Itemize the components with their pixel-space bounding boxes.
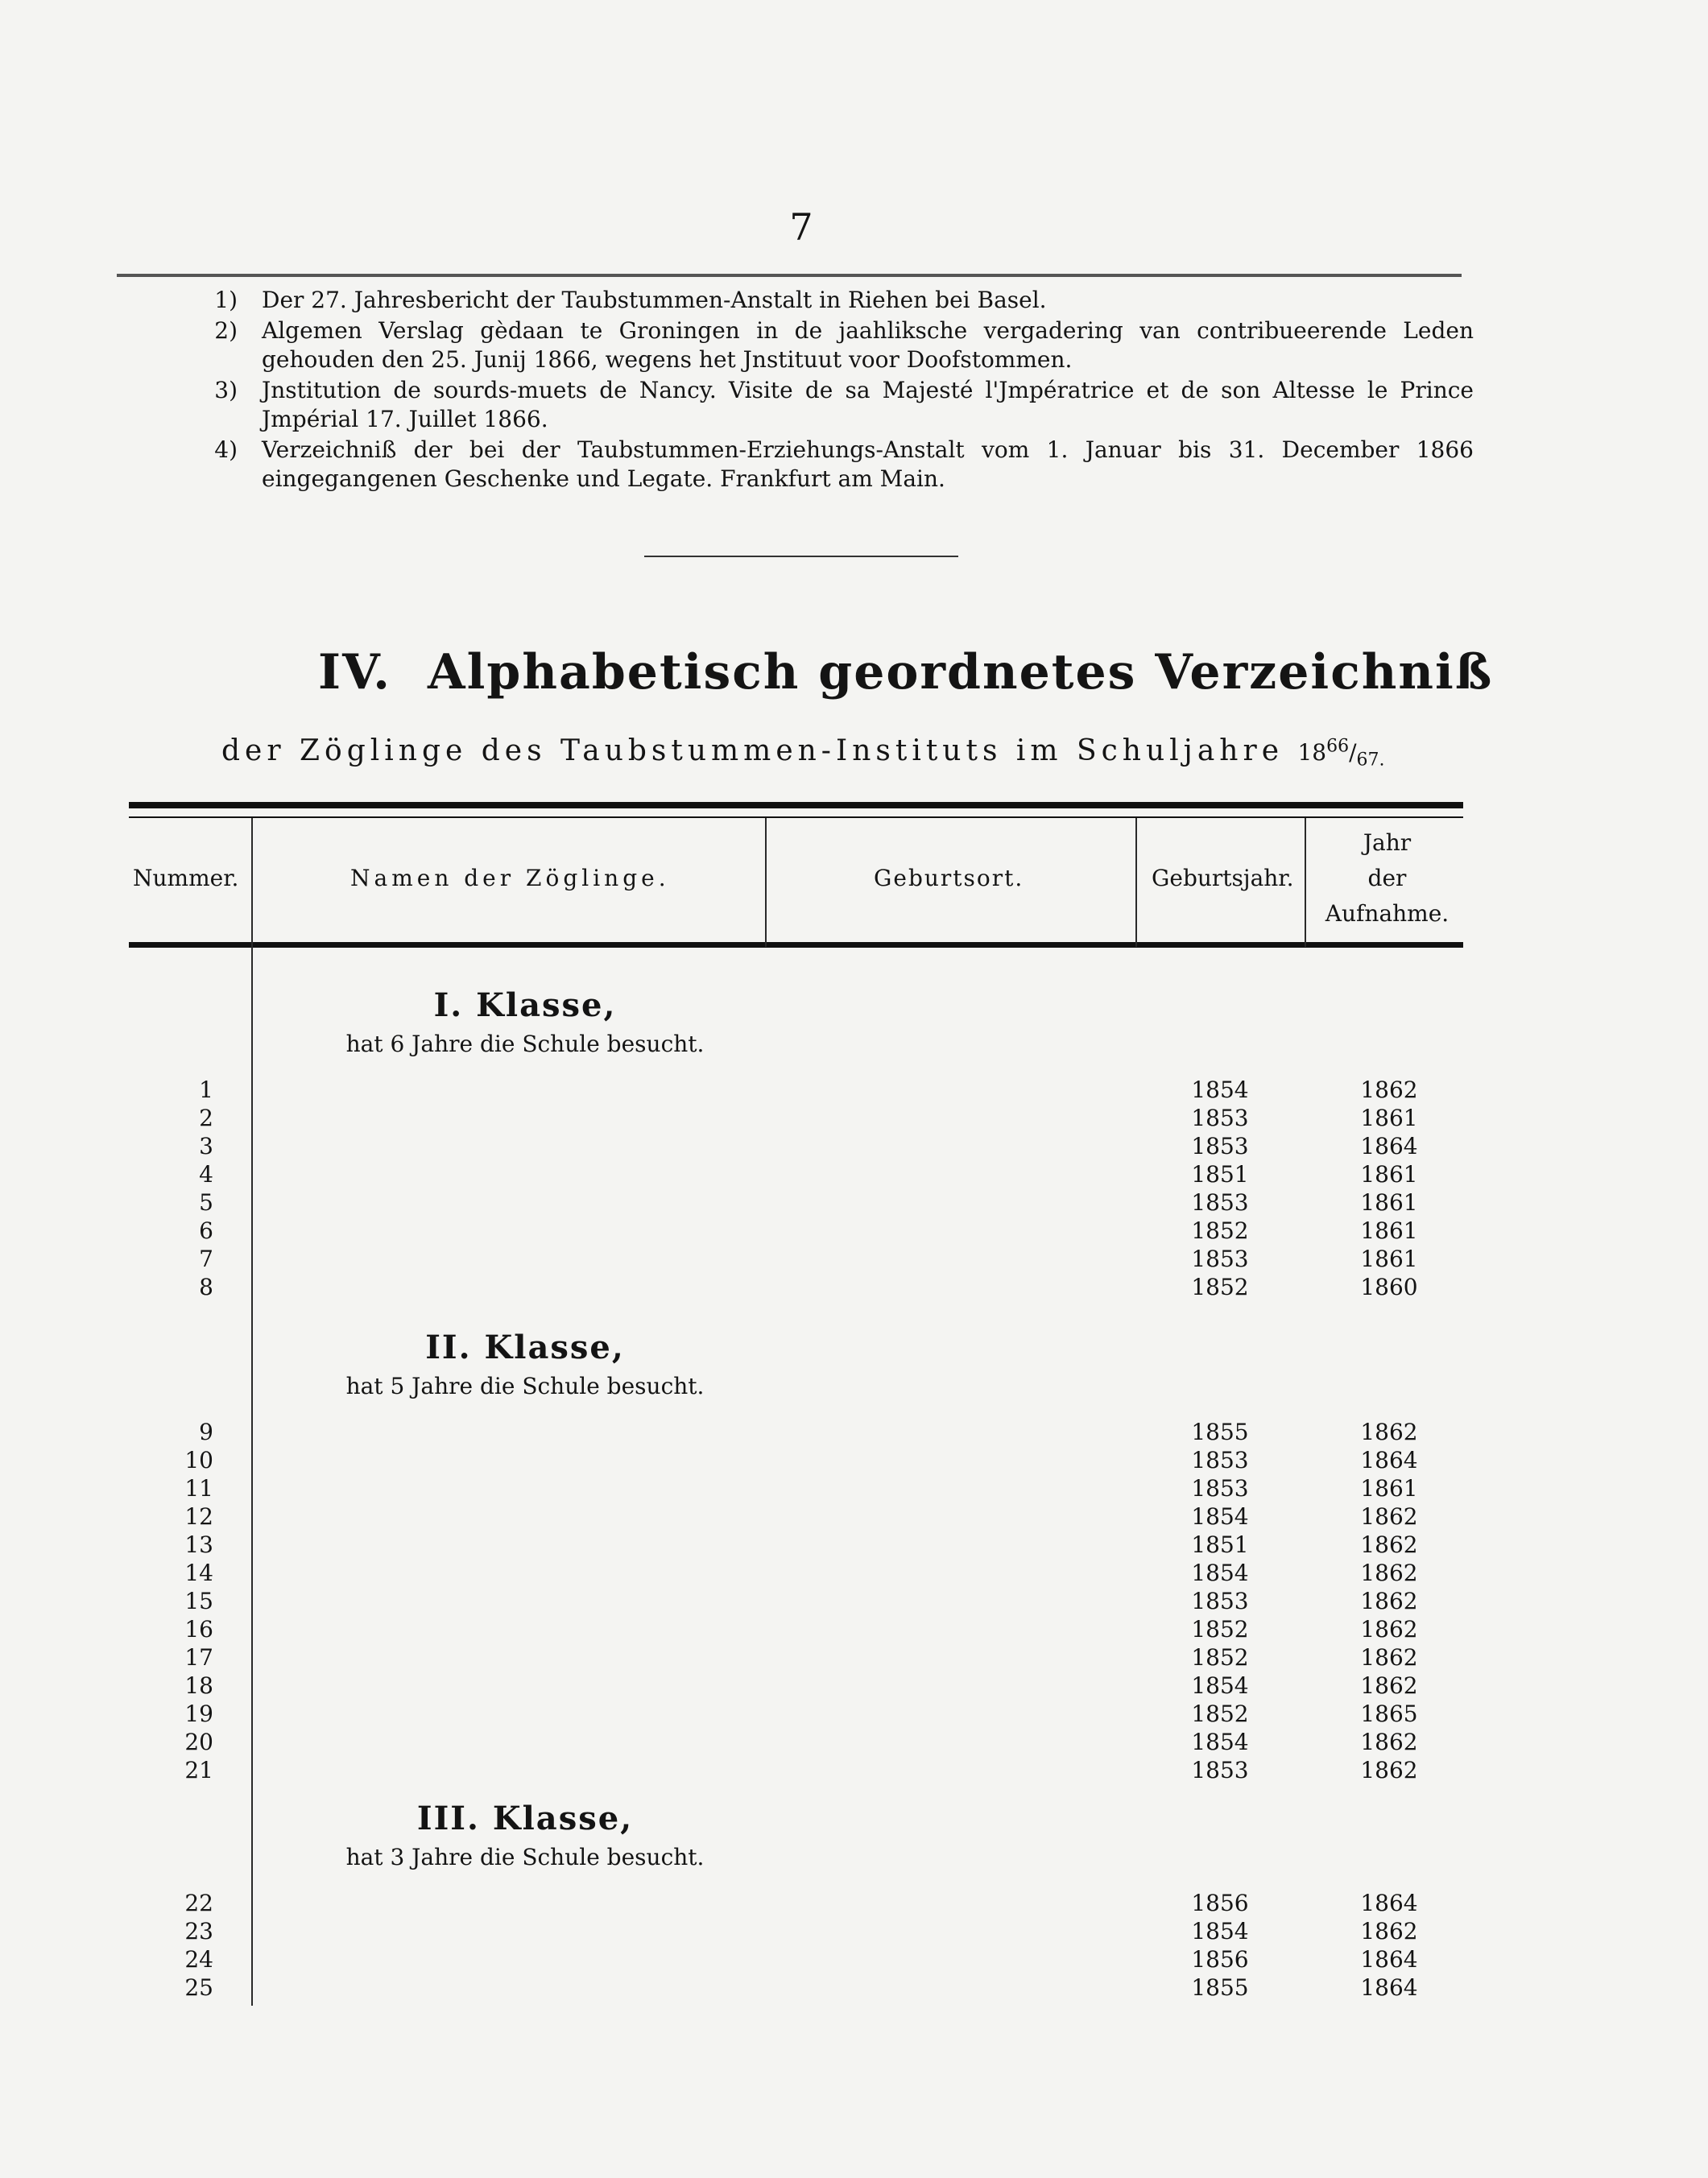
header-aufnahme-line: der [1367,865,1407,891]
class-heading [251,1800,799,1870]
birth-year: 1853 [1191,1588,1249,1614]
class-heading [251,986,799,1057]
admission-year: 1864 [1360,1946,1418,1973]
row-number: 21 [184,1757,213,1783]
table-row [0,1701,1708,1729]
table-row [0,1189,1708,1217]
table-row [0,1447,1708,1475]
row-number: 13 [184,1531,213,1558]
row-number: 3 [199,1133,213,1159]
header-aufnahme-line: Jahr [1363,829,1412,856]
header-nummer: Nummer. [133,865,239,891]
admission-year: 1861 [1360,1246,1418,1272]
admission-year: 1862 [1360,1672,1418,1699]
birth-year: 1852 [1191,1616,1249,1643]
row-number: 10 [184,1447,213,1473]
reference-number: 4) [214,436,238,463]
row-number: 24 [184,1946,213,1973]
admission-year: 1862 [1360,1531,1418,1558]
admission-year: 1861 [1360,1105,1418,1131]
table-row [0,1672,1708,1701]
admission-year: 1864 [1360,1890,1418,1916]
reference-item [177,376,1474,434]
row-number: 20 [184,1729,213,1755]
birth-year: 1856 [1191,1890,1249,1916]
admission-year: 1864 [1360,1133,1418,1159]
admission-year: 1861 [1360,1217,1418,1244]
table-header-rule [129,942,1463,948]
birth-year: 1854 [1191,1918,1249,1944]
reference-text: Verzeichniß der bei der Taubstummen-Erziehungs-Anstalt vom 1. Januar bis 31. December 1866 eingegangenen Geschenke und Legate. Frankfurt am Main. [262,436,1474,492]
table-row [0,1419,1708,1447]
table-row [0,1503,1708,1531]
table-row [0,1274,1708,1302]
class-heading [251,1329,799,1399]
birth-year: 1851 [1191,1161,1249,1188]
row-number: 22 [184,1890,213,1916]
table-row [0,1616,1708,1644]
page-number: 7 [789,205,813,249]
birth-year: 1854 [1191,1077,1249,1103]
birth-year: 1854 [1191,1503,1249,1530]
birth-year: 1856 [1191,1946,1249,1973]
school-year-sup: 66 [1326,736,1350,757]
birth-year: 1853 [1191,1447,1249,1473]
birth-year: 1853 [1191,1189,1249,1216]
reference-number: 3) [214,377,238,403]
reference-item [177,436,1474,494]
admission-year: 1862 [1360,1918,1418,1944]
table-row [0,1531,1708,1560]
birth-year: 1855 [1191,1419,1249,1445]
table-row [0,1133,1708,1161]
class-title: III. Klasse, [416,1800,634,1837]
reference-text: Der 27. Jahresbericht der Taubstummen-Anstalt in Riehen bei Basel. [262,287,1047,313]
row-number: 23 [184,1918,213,1944]
birth-year: 1854 [1191,1560,1249,1586]
header-geburtsjahr: Geburtsjahr. [1152,865,1294,891]
table-row [0,1588,1708,1616]
table-row [0,1644,1708,1672]
section-subtitle [221,734,1445,771]
table-row [0,1729,1708,1757]
birth-year: 1853 [1191,1757,1249,1783]
section-heading [318,644,1494,701]
admission-year: 1862 [1360,1757,1418,1783]
column-divider [1305,818,1306,947]
admission-year: 1860 [1360,1274,1418,1300]
admission-year: 1862 [1360,1729,1418,1755]
table-row [0,1475,1708,1503]
school-year: $18^{66}/_{67.}$ [1297,736,1385,771]
admission-year: 1862 [1360,1588,1418,1614]
row-number: 25 [184,1974,213,2001]
class-note: hat 5 Jahre die Schule besucht. [345,1373,705,1399]
table-row [0,1757,1708,1785]
admission-year: 1861 [1360,1161,1418,1188]
header-aufnahme [1325,825,1450,932]
admission-year: 1862 [1360,1616,1418,1643]
row-number: 19 [184,1701,213,1727]
admission-year: 1862 [1360,1419,1418,1445]
admission-year: 1864 [1360,1447,1418,1473]
section-number: IV. [318,644,392,701]
table-row [0,1161,1708,1189]
row-number: 14 [184,1560,213,1586]
row-number: 6 [199,1217,213,1244]
column-divider [1135,818,1137,947]
class-note: hat 6 Jahre die Schule besucht. [345,1031,705,1057]
row-number: 18 [184,1672,213,1699]
birth-year: 1854 [1191,1672,1249,1699]
school-year-sub: 67. [1356,750,1385,771]
row-number: 7 [199,1246,213,1272]
birth-year: 1853 [1191,1475,1249,1502]
admission-year: 1862 [1360,1503,1418,1530]
class-title: II. Klasse, [425,1329,625,1366]
table-row [0,1077,1708,1105]
reference-number: 1) [214,287,238,313]
row-number: 2 [199,1105,213,1131]
header-namen: Namen der Zöglinge. [350,865,670,891]
column-divider [765,818,767,947]
class-title: I. Klasse, [433,986,617,1024]
row-number: 1 [199,1077,213,1103]
birth-year: 1851 [1191,1531,1249,1558]
reference-item [177,286,1474,315]
table-row [0,1560,1708,1588]
reference-number: 2) [214,317,238,344]
references-list [177,286,1474,495]
section-title: Alphabetisch geordnetes Verzeichniß [428,644,1494,701]
row-number: 12 [184,1503,213,1530]
birth-year: 1852 [1191,1701,1249,1727]
admission-year: 1864 [1360,1974,1418,2001]
row-number: 5 [199,1189,213,1216]
row-number: 4 [199,1161,213,1188]
birth-year: 1854 [1191,1729,1249,1755]
birth-year: 1852 [1191,1217,1249,1244]
table-row [0,1974,1708,2002]
row-number: 16 [184,1616,213,1643]
admission-year: 1865 [1360,1701,1418,1727]
admission-year: 1861 [1360,1189,1418,1216]
birth-year: 1852 [1191,1644,1249,1671]
table-row [0,1217,1708,1246]
row-number: 17 [184,1644,213,1671]
header-geburtsort: Geburtsort. [874,865,1024,891]
table-row [0,1246,1708,1274]
class-note: hat 3 Jahre die Schule besucht. [345,1844,705,1870]
table-row [0,1105,1708,1133]
reference-text: Jnstitution de sourds-muets de Nancy. Visite de sa Majesté l'Jmpératrice et de son Altesse le Prince Jmpérial 17. Juillet 1866. [262,377,1474,432]
row-number: 15 [184,1588,213,1614]
birth-year: 1852 [1191,1274,1249,1300]
admission-year: 1862 [1360,1644,1418,1671]
header-aufnahme-line: Aufnahme. [1325,900,1450,927]
header-rule [117,274,1462,277]
table-row [0,1918,1708,1946]
section-divider [644,556,958,557]
table-top-rule-thin [129,816,1463,818]
reference-text: Algemen Verslag gèdaan te Groningen in de jaahliksche vergadering van contribueerende Leden gehouden den 25. Junij 1866, wegens het Jnstituut voor Doofstommen. [262,317,1474,373]
birth-year: 1855 [1191,1974,1249,2001]
school-year-main: 18 [1297,739,1327,766]
table-row [0,1890,1708,1918]
row-number: 11 [184,1475,213,1502]
reference-item [177,316,1474,374]
birth-year: 1853 [1191,1246,1249,1272]
admission-year: 1862 [1360,1560,1418,1586]
row-number: 9 [199,1419,213,1445]
row-number: 8 [199,1274,213,1300]
admission-year: 1861 [1360,1475,1418,1502]
birth-year: 1853 [1191,1133,1249,1159]
table-top-rule [129,802,1463,808]
admission-year: 1862 [1360,1077,1418,1103]
table-row [0,1946,1708,1974]
birth-year: 1853 [1191,1105,1249,1131]
subtitle-text: der Zöglinge des Taubstummen-Instituts im Schuljahre [221,734,1284,767]
